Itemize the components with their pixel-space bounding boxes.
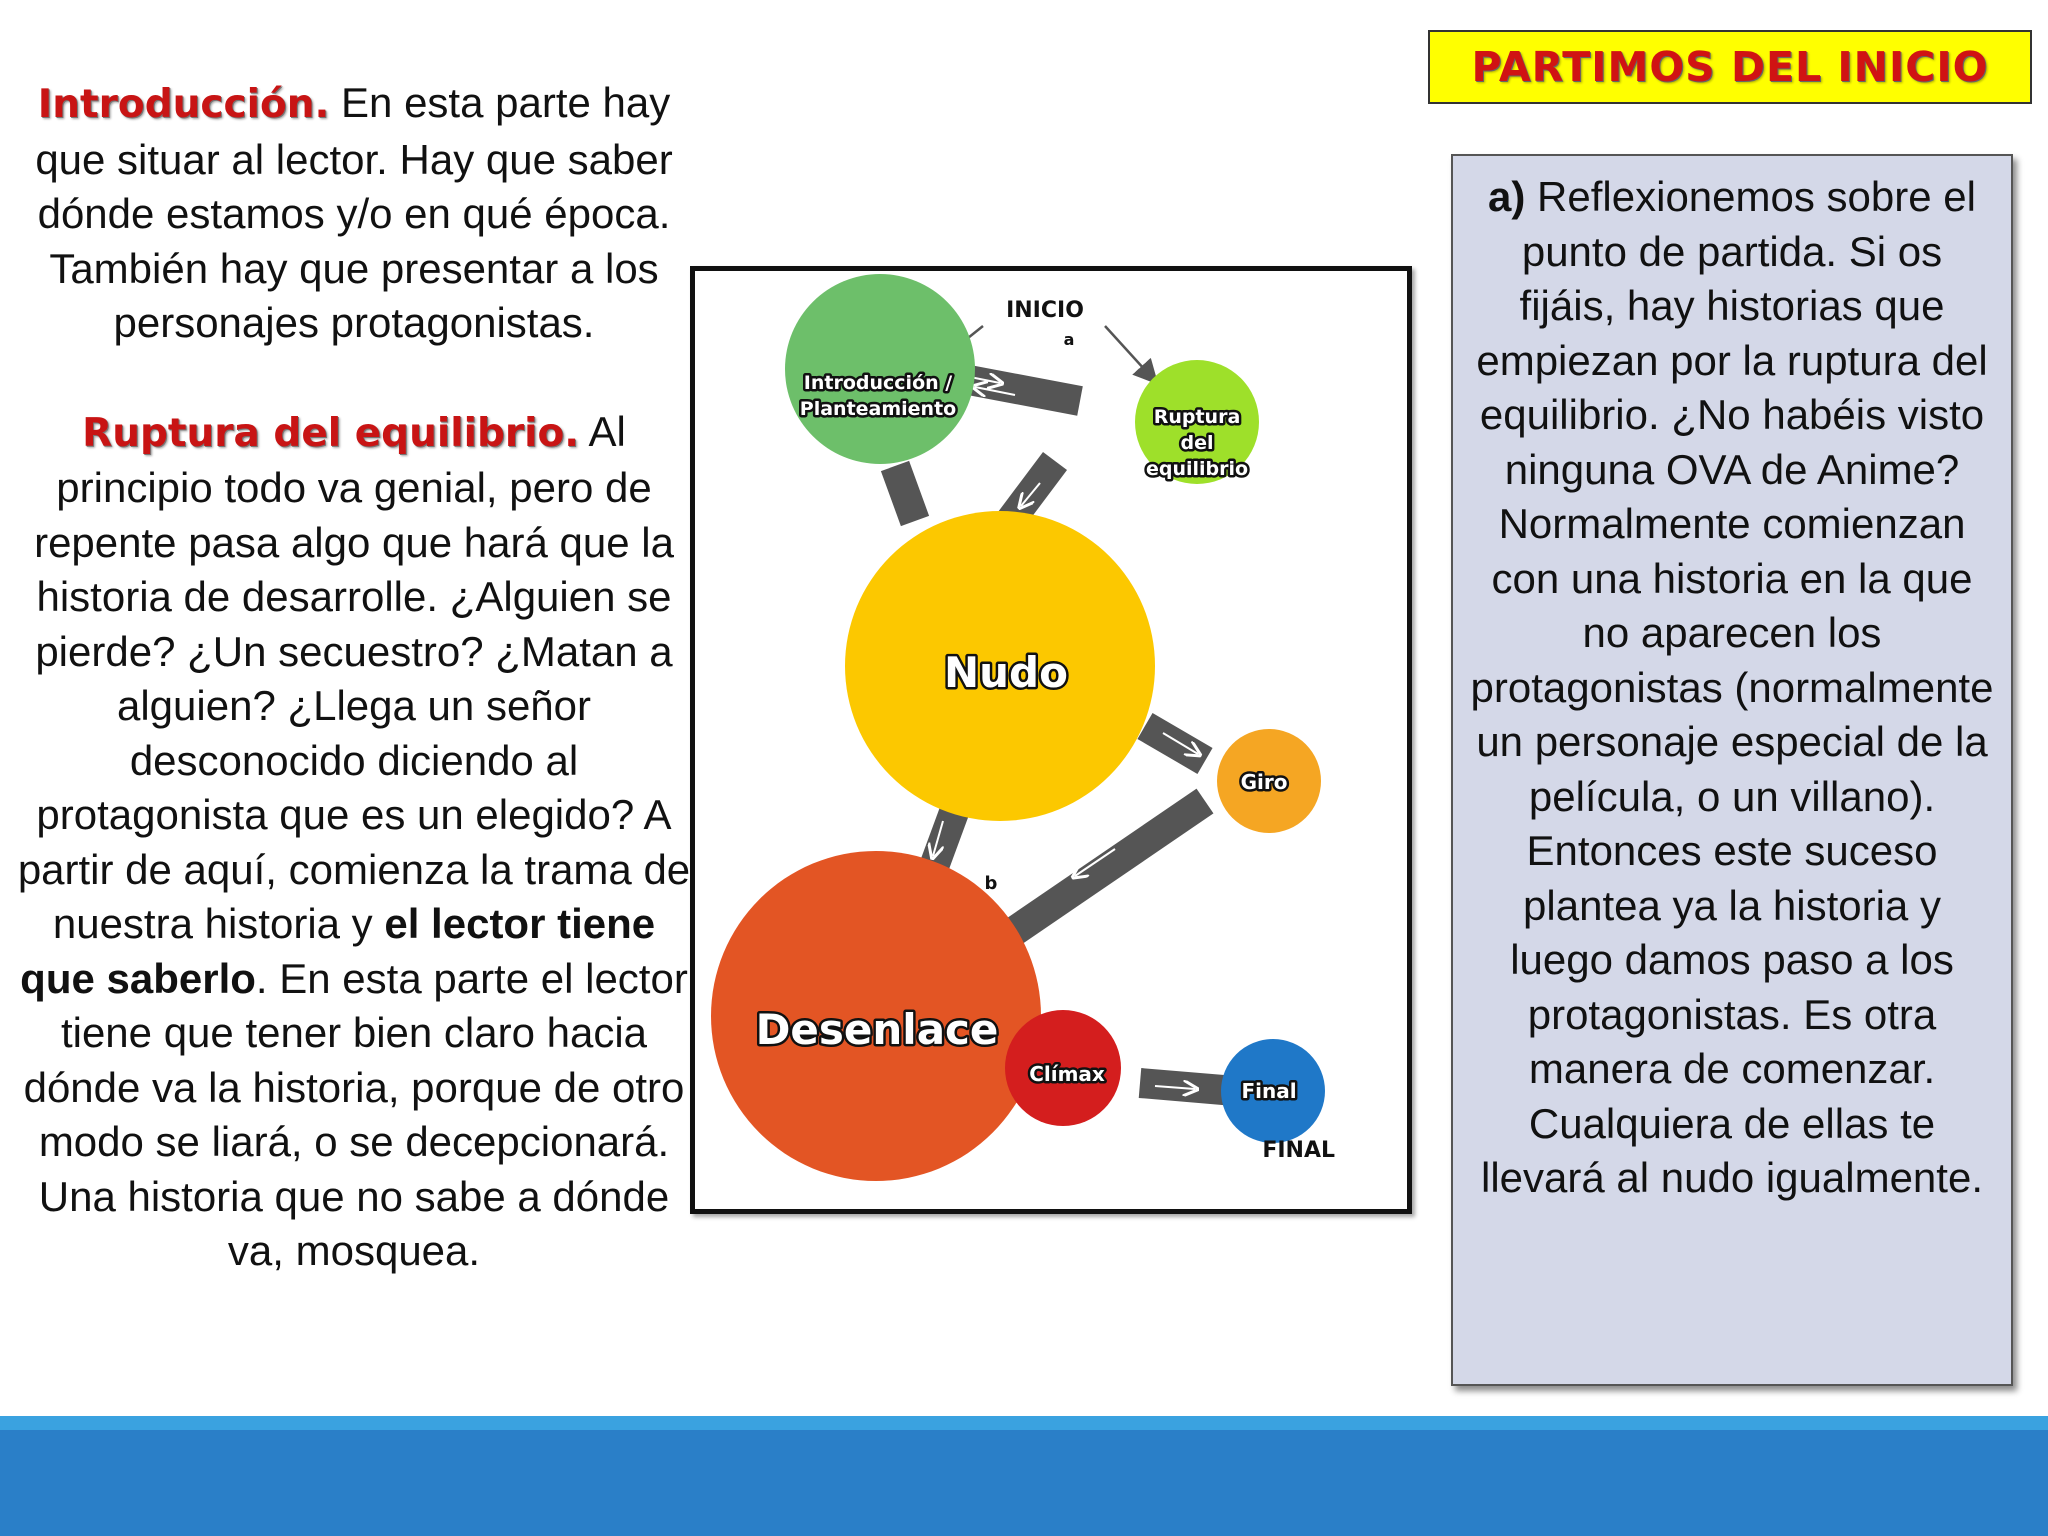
road-climax-final — [1140, 1083, 1235, 1091]
intro-heading: Introducción. — [37, 82, 330, 127]
final-label: Final — [1241, 1079, 1297, 1103]
ruptura-text-2: . En esta parte el lector tiene que tener bien claro hacia dónde va la historia, porque de otro modo se liará, o se decepcionará. Una historia que no sabe a dónde va, mosquea. — [23, 954, 688, 1274]
ruptura-bold-text: el lector tiene que saberlo — [20, 900, 656, 1002]
left-text-panel — [16, 76, 692, 1279]
ruptura-paragraph — [16, 405, 692, 1279]
reflection-label: a) — [1488, 173, 1526, 220]
intro-text: En esta parte hay que situar al lector. Hay que saber dónde estamos y/o en qué época. También hay que presentar a los personajes protagonistas. — [35, 79, 673, 346]
intro-paragraph — [16, 76, 692, 351]
ruptura-label-3: equilibrio — [1145, 458, 1249, 480]
a-label: a — [1063, 330, 1075, 349]
final-corner-label: FINAL — [1262, 1138, 1335, 1163]
reflection-box — [1451, 154, 2013, 1386]
title-box — [1428, 30, 2032, 104]
ruptura-heading: Ruptura del equilibrio. — [82, 410, 580, 456]
story-structure-diagram — [690, 266, 1412, 1214]
road-nudo-giro — [1145, 726, 1205, 761]
climax-label: Clímax — [1029, 1062, 1105, 1086]
introduccion-label-2: Planteamiento — [799, 398, 957, 420]
b-label: b — [984, 873, 998, 894]
introduccion-label-1: Introducción / — [803, 372, 953, 394]
footer-stripe — [0, 1416, 2048, 1430]
ruptura-label-1: Ruptura — [1153, 406, 1241, 428]
nudo-label: Nudo — [944, 648, 1068, 697]
inicio-label: INICIO — [1006, 298, 1084, 323]
ruptura-text-1: Al principio todo va genial, pero de repente pasa algo que hará que la historia de desarrolle. ¿Alguien se pierde? ¿Un secuestro? ¿Matan a alguien? ¿Llega un señor desconocido diciendo al protagonista que es un elegido? A partir de aquí, comienza la trama de nuestra historia y — [17, 407, 691, 947]
desenlace-label: Desenlace — [755, 1005, 999, 1054]
page-title: PARTIMOS DEL INICIO — [1471, 43, 1989, 91]
reflection-paragraph — [1469, 170, 1995, 1206]
bottom-footer-bar — [0, 1416, 2048, 1536]
road-intro-nudo — [895, 466, 915, 521]
road-giro-desenlace — [1000, 801, 1205, 941]
ruptura-label-2: del — [1180, 432, 1214, 454]
node-introduccion — [785, 274, 975, 464]
diagram-svg — [695, 271, 1407, 1209]
reflection-text: Reflexionemos sobre el punto de partida. Si os fijáis, hay historias que empiezan por la ruptura del equilibrio. ¿No habéis visto ninguna OVA de Anime? Normalmente comienzan con una historia en la que no aparecen los protagonistas (normalmente un personaje especial de la película, o un villano). Entonces este suceso plantea ya la historia y luego damos paso a los protagonistas. Es otra manera de comenzar. Cualquiera de ellas te llevará al nudo igualmente. — [1470, 173, 1994, 1201]
giro-label: Giro — [1240, 770, 1288, 794]
